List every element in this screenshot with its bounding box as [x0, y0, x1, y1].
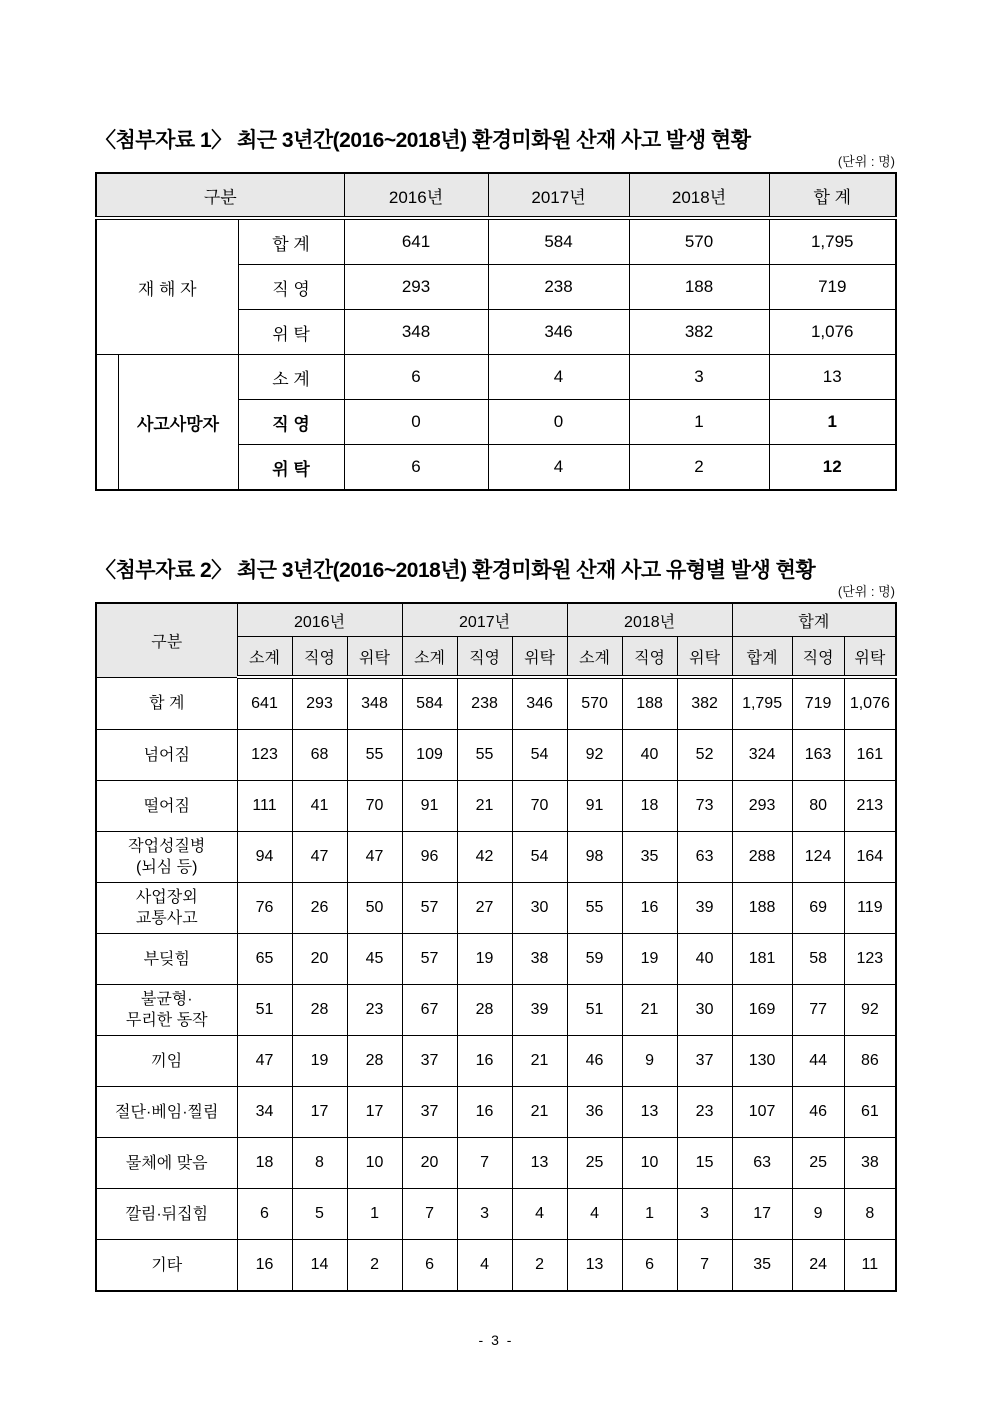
cell-value: 47 — [237, 1036, 292, 1087]
cell-value: 40 — [677, 934, 732, 985]
cell-value: 109 — [402, 730, 457, 781]
cell-value: 641 — [344, 218, 488, 265]
cell-value: 59 — [567, 934, 622, 985]
cell-value: 119 — [844, 883, 896, 934]
cell-value: 17 — [347, 1087, 402, 1138]
cell-value: 54 — [512, 730, 567, 781]
row-label — [96, 934, 237, 985]
cell-value: 123 — [844, 934, 896, 985]
cell-value: 19 — [457, 934, 512, 985]
cell-value: 18 — [237, 1138, 292, 1189]
cell-value: 37 — [677, 1036, 732, 1087]
cell-value: 584 — [402, 677, 457, 730]
cell-value: 28 — [347, 1036, 402, 1087]
cell-value: 52 — [677, 730, 732, 781]
cell-value: 92 — [567, 730, 622, 781]
cell-value: 163 — [792, 730, 844, 781]
subcol-header: 위탁 — [347, 637, 402, 678]
row-label — [96, 1036, 237, 1087]
cell-value: 58 — [792, 934, 844, 985]
row-label-line1: 불균형· — [140, 991, 193, 1008]
cell-value: 17 — [732, 1189, 792, 1240]
cell-value: 3 — [629, 355, 769, 400]
cell-value: 130 — [732, 1036, 792, 1087]
table2-header-2016: 2016년 — [237, 603, 402, 637]
cell-value: 348 — [347, 677, 402, 730]
accident-type-row — [96, 883, 896, 934]
table2-header-total: 합계 — [732, 603, 896, 637]
cell-value: 0 — [488, 400, 629, 445]
cell-value: 238 — [457, 677, 512, 730]
cell-value: 54 — [512, 832, 567, 883]
subcol-header: 합계 — [732, 637, 792, 678]
cell-value: 21 — [512, 1036, 567, 1087]
subcol-header: 직영 — [292, 637, 347, 678]
cell-value: 161 — [844, 730, 896, 781]
row-label-line1: 끼임 — [151, 1052, 183, 1070]
table1-header-row — [96, 173, 896, 218]
cell-value: 50 — [347, 883, 402, 934]
table2-header-gubun: 구분 — [96, 603, 237, 677]
cell-value: 96 — [402, 832, 457, 883]
cell-value: 44 — [792, 1036, 844, 1087]
accident-type-row — [96, 677, 896, 730]
row-label — [96, 832, 237, 883]
cell-value: 188 — [622, 677, 677, 730]
cell-value: 238 — [488, 265, 629, 310]
row-label — [96, 677, 237, 730]
cell-value: 76 — [237, 883, 292, 934]
cell-value: 16 — [457, 1087, 512, 1138]
cell-value: 47 — [292, 832, 347, 883]
cell-value: 3 — [457, 1189, 512, 1240]
cell-value: 4 — [457, 1240, 512, 1292]
accident-type-row — [96, 1087, 896, 1138]
cell-value: 98 — [567, 832, 622, 883]
row-label-line1: 사업장외 — [135, 889, 198, 906]
cell-value: 30 — [677, 985, 732, 1036]
cell-value: 19 — [622, 934, 677, 985]
cell-value: 13 — [567, 1240, 622, 1292]
page-number: - 3 - — [478, 1332, 514, 1348]
row-label: 합 계 — [238, 218, 344, 265]
cell-value: 6 — [237, 1189, 292, 1240]
cell-value: 8 — [844, 1189, 896, 1240]
subcol-header: 직영 — [622, 637, 677, 678]
cell-value: 4 — [488, 355, 629, 400]
cell-value: 6 — [344, 355, 488, 400]
accident-summary-table — [95, 172, 897, 491]
subcol-header: 직영 — [457, 637, 512, 678]
subcol-header: 소계 — [237, 637, 292, 678]
cell-value: 28 — [292, 985, 347, 1036]
cell-value: 25 — [792, 1138, 844, 1189]
row-label: 소 계 — [238, 355, 344, 400]
accident-type-row — [96, 1036, 896, 1087]
section2-unit-label: (단위 : 명) — [837, 584, 895, 599]
cell-value: 293 — [292, 677, 347, 730]
cell-value: 1,795 — [732, 677, 792, 730]
cell-value: 9 — [792, 1189, 844, 1240]
cell-value: 570 — [567, 677, 622, 730]
cell-value: 0 — [344, 400, 488, 445]
cell-value: 39 — [677, 883, 732, 934]
cell-value: 6 — [622, 1240, 677, 1292]
cell-value: 5 — [292, 1189, 347, 1240]
cell-value: 40 — [622, 730, 677, 781]
cell-value: 188 — [732, 883, 792, 934]
row-label — [96, 1138, 237, 1189]
subcol-header: 위탁 — [677, 637, 732, 678]
row-label: 직 영 — [238, 400, 344, 445]
cell-value: 641 — [237, 677, 292, 730]
cell-value: 1,076 — [844, 677, 896, 730]
cell-value: 28 — [457, 985, 512, 1036]
cell-value: 91 — [402, 781, 457, 832]
row-label — [96, 730, 237, 781]
accident-type-row — [96, 832, 896, 883]
cell-value: 94 — [237, 832, 292, 883]
page-content — [95, 124, 895, 1292]
row-label-line1: 기타 — [151, 1256, 183, 1274]
cell-value: 68 — [292, 730, 347, 781]
cell-value: 42 — [457, 832, 512, 883]
table1-header-2016: 2016년 — [344, 173, 488, 218]
cell-value: 23 — [677, 1087, 732, 1138]
accident-type-row — [96, 985, 896, 1036]
row-label-line1: 깔림·뒤집힘 — [125, 1205, 209, 1223]
cell-value: 46 — [567, 1036, 622, 1087]
cell-value: 47 — [347, 832, 402, 883]
row-label-line1: 부딪힘 — [143, 950, 190, 968]
cell-value: 70 — [512, 781, 567, 832]
cell-value: 86 — [844, 1036, 896, 1087]
group-label-victims: 재 해 자 — [96, 218, 238, 355]
subcol-header: 소계 — [567, 637, 622, 678]
cell-value: 34 — [237, 1087, 292, 1138]
accident-type-row — [96, 1240, 896, 1292]
table2-header-2017: 2017년 — [402, 603, 567, 637]
cell-value: 27 — [457, 883, 512, 934]
row-label-line1: 절단·베임·찔림 — [115, 1103, 219, 1121]
cell-value: 16 — [457, 1036, 512, 1087]
cell-value: 39 — [512, 985, 567, 1036]
accident-type-row — [96, 934, 896, 985]
row-label-line2: 무리한 동작 — [125, 1012, 208, 1029]
section-attachment-2 — [95, 554, 895, 1292]
cell-value: 35 — [622, 832, 677, 883]
accident-type-table — [95, 602, 897, 1292]
accident-type-row — [96, 1189, 896, 1240]
cell-value: 324 — [732, 730, 792, 781]
cell-value: 293 — [732, 781, 792, 832]
table-row-deaths-subtotal — [96, 355, 896, 400]
cell-value: 9 — [622, 1036, 677, 1087]
cell-value: 2 — [512, 1240, 567, 1292]
cell-value: 164 — [844, 832, 896, 883]
cell-value: 16 — [237, 1240, 292, 1292]
cell-value: 55 — [347, 730, 402, 781]
cell-value: 65 — [237, 934, 292, 985]
cell-value: 13 — [622, 1087, 677, 1138]
row-label — [96, 1189, 237, 1240]
cell-value: 1,795 — [769, 218, 896, 265]
cell-value: 719 — [769, 265, 896, 310]
cell-value: 188 — [629, 265, 769, 310]
cell-value: 25 — [567, 1138, 622, 1189]
cell-value: 13 — [512, 1138, 567, 1189]
cell-value: 1 — [769, 400, 896, 445]
cell-value: 80 — [792, 781, 844, 832]
cell-value: 1,076 — [769, 310, 896, 355]
cell-value: 382 — [677, 677, 732, 730]
cell-value: 24 — [792, 1240, 844, 1292]
cell-value: 63 — [732, 1138, 792, 1189]
cell-value: 111 — [237, 781, 292, 832]
row-label-line1: 합 계 — [149, 694, 185, 712]
cell-value: 36 — [567, 1087, 622, 1138]
cell-value: 213 — [844, 781, 896, 832]
row-label: 직 영 — [238, 265, 344, 310]
cell-value: 73 — [677, 781, 732, 832]
table1-header-2017: 2017년 — [488, 173, 629, 218]
cell-value: 92 — [844, 985, 896, 1036]
cell-value: 15 — [677, 1138, 732, 1189]
cell-value: 3 — [677, 1189, 732, 1240]
section1-unit-label: (단위 : 명) — [837, 154, 895, 169]
row-label-line2: 교통사고 — [135, 910, 198, 927]
cell-value: 1 — [629, 400, 769, 445]
cell-value: 21 — [622, 985, 677, 1036]
cell-value: 4 — [488, 445, 629, 491]
cell-value: 181 — [732, 934, 792, 985]
row-label-line1: 작업성질병 — [128, 838, 206, 855]
row-label — [96, 1087, 237, 1138]
spacer-cell — [96, 355, 118, 491]
section1-title: 〈첨부자료 1〉 최근 3년간(2016~2018년) 환경미화원 산재 사고 발생 현황 — [95, 129, 751, 152]
cell-value: 77 — [792, 985, 844, 1036]
cell-value: 1 — [347, 1189, 402, 1240]
row-label-line1: 넘어짐 — [143, 746, 190, 764]
cell-value: 346 — [512, 677, 567, 730]
cell-value: 1 — [622, 1189, 677, 1240]
cell-value: 38 — [844, 1138, 896, 1189]
section-attachment-1 — [95, 124, 895, 491]
subcol-header: 위탁 — [512, 637, 567, 678]
cell-value: 63 — [677, 832, 732, 883]
cell-value: 18 — [622, 781, 677, 832]
cell-value: 4 — [567, 1189, 622, 1240]
cell-value: 346 — [488, 310, 629, 355]
cell-value: 70 — [347, 781, 402, 832]
group-label-deaths: 사고사망자 — [118, 355, 238, 491]
cell-value: 57 — [402, 883, 457, 934]
cell-value: 7 — [457, 1138, 512, 1189]
cell-value: 719 — [792, 677, 844, 730]
cell-value: 293 — [344, 265, 488, 310]
cell-value: 38 — [512, 934, 567, 985]
row-label — [96, 1240, 237, 1292]
row-label-line2: (뇌심 등) — [136, 859, 198, 876]
cell-value: 55 — [457, 730, 512, 781]
cell-value: 26 — [292, 883, 347, 934]
table1-header-gubun: 구분 — [96, 173, 344, 218]
cell-value: 382 — [629, 310, 769, 355]
cell-value: 570 — [629, 218, 769, 265]
cell-value: 8 — [292, 1138, 347, 1189]
cell-value: 69 — [792, 883, 844, 934]
cell-value: 348 — [344, 310, 488, 355]
cell-value: 30 — [512, 883, 567, 934]
row-label — [96, 883, 237, 934]
cell-value: 19 — [292, 1036, 347, 1087]
cell-value: 37 — [402, 1036, 457, 1087]
cell-value: 2 — [629, 445, 769, 491]
section2-title: 〈첨부자료 2〉 최근 3년간(2016~2018년) 환경미화원 산재 사고 유형별 발생 현황 — [95, 559, 816, 582]
cell-value: 10 — [622, 1138, 677, 1189]
cell-value: 6 — [402, 1240, 457, 1292]
table-row-victims-total — [96, 218, 896, 265]
cell-value: 57 — [402, 934, 457, 985]
cell-value: 41 — [292, 781, 347, 832]
row-label: 위 탁 — [238, 445, 344, 491]
row-label — [96, 781, 237, 832]
cell-value: 4 — [512, 1189, 567, 1240]
cell-value: 13 — [769, 355, 896, 400]
cell-value: 46 — [792, 1087, 844, 1138]
cell-value: 91 — [567, 781, 622, 832]
table1-header-total: 합 계 — [769, 173, 896, 218]
cell-value: 584 — [488, 218, 629, 265]
cell-value: 107 — [732, 1087, 792, 1138]
cell-value: 55 — [567, 883, 622, 934]
row-label-line1: 떨어짐 — [143, 797, 190, 815]
cell-value: 124 — [792, 832, 844, 883]
cell-value: 10 — [347, 1138, 402, 1189]
cell-value: 45 — [347, 934, 402, 985]
row-label — [96, 985, 237, 1036]
cell-value: 51 — [567, 985, 622, 1036]
table2-header-2018: 2018년 — [567, 603, 732, 637]
cell-value: 6 — [344, 445, 488, 491]
cell-value: 21 — [457, 781, 512, 832]
cell-value: 17 — [292, 1087, 347, 1138]
cell-value: 2 — [347, 1240, 402, 1292]
cell-value: 67 — [402, 985, 457, 1036]
cell-value: 21 — [512, 1087, 567, 1138]
cell-value: 20 — [292, 934, 347, 985]
subcol-header: 위탁 — [844, 637, 896, 678]
cell-value: 14 — [292, 1240, 347, 1292]
cell-value: 11 — [844, 1240, 896, 1292]
cell-value: 51 — [237, 985, 292, 1036]
accident-type-row — [96, 1138, 896, 1189]
row-label-line1: 물체에 맞음 — [125, 1154, 208, 1172]
table1-header-2018: 2018년 — [629, 173, 769, 218]
cell-value: 7 — [402, 1189, 457, 1240]
subcol-header: 소계 — [402, 637, 457, 678]
cell-value: 37 — [402, 1087, 457, 1138]
row-label: 위 탁 — [238, 310, 344, 355]
cell-value: 61 — [844, 1087, 896, 1138]
subcol-header: 직영 — [792, 637, 844, 678]
cell-value: 288 — [732, 832, 792, 883]
cell-value: 123 — [237, 730, 292, 781]
table2-header-row-years — [96, 603, 896, 637]
cell-value: 20 — [402, 1138, 457, 1189]
accident-type-row — [96, 781, 896, 832]
cell-value: 35 — [732, 1240, 792, 1292]
cell-value: 16 — [622, 883, 677, 934]
cell-value: 169 — [732, 985, 792, 1036]
cell-value: 23 — [347, 985, 402, 1036]
cell-value: 12 — [769, 445, 896, 491]
accident-type-row — [96, 730, 896, 781]
cell-value: 7 — [677, 1240, 732, 1292]
